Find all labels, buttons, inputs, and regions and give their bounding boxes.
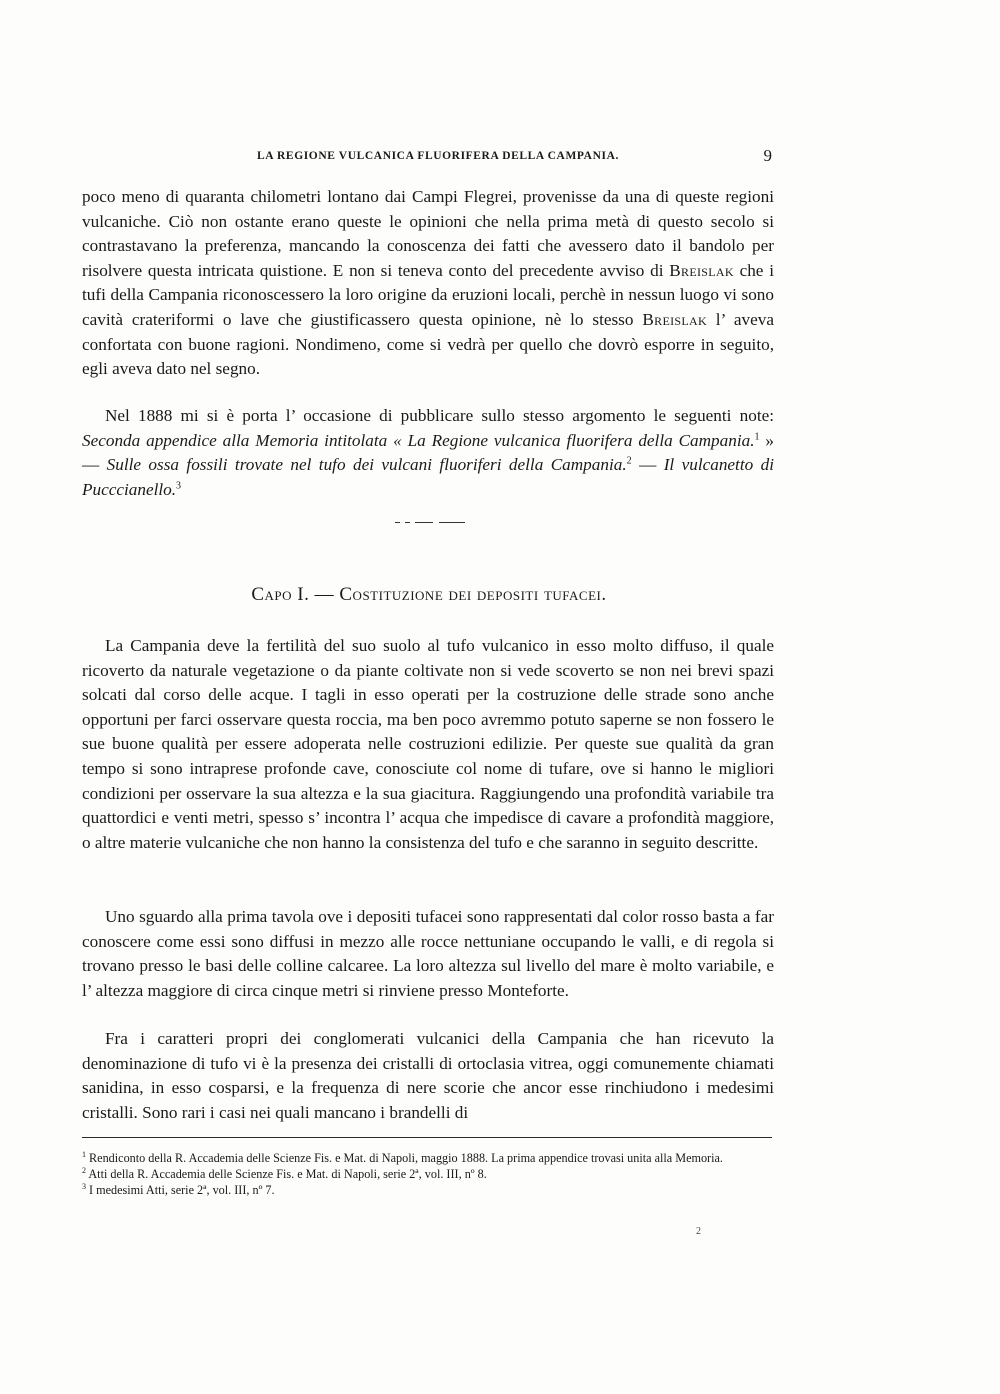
footnote-ref[interactable]: 3 (176, 480, 182, 492)
footnote-mark: 2 (82, 1165, 86, 1175)
paragraph-publications (82, 404, 774, 502)
printer-signature-mark: 2 (696, 1226, 701, 1237)
paragraph-text: l’ aveva confortata con buone ragioni. Nondimeno, come si vedrà per quello che dovrò esporre in seguito, egli aveva dato nel segno. (82, 309, 775, 379)
chapter-paragraph-3: Fra i caratteri propri dei conglomerati vulcanici della Campania che han ricevuto la denominazione di tufo vi è la presenza dei cristalli di ortoclasia vitrea, oggi comunemente chiamati sanidina, in esso cosparsi, e la frequenza di nere scorie che ancor esse rinchiudono i medesimi cristalli. Sono rari i casi nei quali mancano i brandelli di (82, 1029, 774, 1122)
footnote-ref[interactable]: 2 (626, 455, 632, 467)
section-ornament (395, 520, 465, 526)
footnote-divider (82, 1137, 772, 1139)
running-header (82, 146, 772, 170)
page-number: 9 (763, 146, 772, 165)
footnote-1 (82, 1150, 774, 1166)
author-name-breislak: Breislak (642, 309, 707, 329)
publication-title: Seconda appendice alla Memoria intitolata « La Regione vulcanica fluorifera della Campania. (82, 430, 755, 450)
author-name-breislak: Breislak (669, 260, 734, 280)
footnote-text: Atti della R. Accademia delle Scienze Fis. e Mat. di Napoli, serie 2ª, vol. III, nº 8. (88, 1167, 487, 1181)
footnotes (82, 1150, 774, 1198)
separator: — (82, 455, 107, 475)
publication-title: Sulle ossa fossili trovate nel tufo dei vulcani fluoriferi della Campania. (106, 455, 627, 475)
running-title: LA REGIONE VULCANICA FLUORIFERA DELLA CAMPANIA. (257, 150, 619, 162)
footnote-3 (82, 1182, 774, 1198)
chapter-paragraph-2: Uno sguardo alla prima tavola ove i depositi tufacei sono rappresentati dal color rosso basta a far conoscere come essi sono diffusi in mezzo alle rocce nettuniane occupando le valli, e di regola si trovano presso le basi delle colline calcaree. La loro altezza sul livello del mare è molto variabile, e l’ altezza maggiore di circa cinque metri si rinviene presso Monteforte. (82, 907, 774, 1000)
separator: — (631, 455, 664, 475)
paragraph-continuation (82, 185, 774, 382)
publication-title: Il vulcanetto di Pucccianello. (82, 455, 774, 499)
footnote-mark: 3 (82, 1181, 86, 1191)
footnote-text: I medesimi Atti, serie 2ª, vol. III, nº 7. (89, 1183, 275, 1197)
chapter-title: Capo I. — Costituzione dei depositi tufacei. (251, 584, 607, 605)
paragraph-text: che i tufi della Campania riconoscessero la loro origine da eruzioni locali, perchè in nessun luogo vi sono cavità crateriformi o lave che giustificassero questa opinione, nè lo stesso (82, 260, 774, 329)
footnote-mark: 1 (82, 1149, 86, 1159)
footnote-text: Rendiconto della R. Accademia delle Scienze Fis. e Mat. di Napoli, maggio 1888. La prima appendice trovasi unita alla Memoria. (89, 1151, 723, 1165)
paragraph-text: Nel 1888 mi si è porta l’ occasione di pubblicare sullo stesso argomento le seguenti note: (105, 406, 774, 425)
quote-close: » (759, 430, 774, 450)
footnote-2 (82, 1166, 774, 1182)
chapter-paragraph-1: La Campania deve la fertilità del suo suolo al tufo vulcanico in esso molto diffuso, il quale ricoverto da naturale vegetazione o da piante coltivate non si vede scoverto se non nei brevi spazi solcati dal corso delle acque. I tagli in esso operati per la costruzione delle strade sono anche opportuni per farci osservare questa roccia, ma ben poco avremmo potuto saperne se non fossero le sue buone qualità per essere adoperata nelle costruzioni edilizie. Per queste sue qualità da gran tempo si sono intraprese profonde cave, conosciute col nome di tufare, ove si hanno le migliori condizioni per osservare la sua altezza e la sua giacitura. Raggiungendo una profondità variabile tra quattordici e venti metri, spesso s’ incontra l’ acqua che impedisce di cavare a profondità maggiore, o altre materie vulcaniche che non hanno la consistenza del tufo e che saranno in seguito descritte. (82, 636, 774, 852)
footnote-ref[interactable]: 1 (754, 430, 760, 442)
paragraph-text: poco meno di quaranta chilometri lontano dai Campi Flegrei, provenisse da una di queste regioni vulcaniche. Ciò non ostante erano queste le opinioni che nella prima metà di questo secolo si contrastavano la preferenza, mancando la conoscenza dei fatti che avessero dato il bandolo per risolvere questa intricata quistione. E non si teneva conto del precedente avviso di (82, 187, 774, 280)
